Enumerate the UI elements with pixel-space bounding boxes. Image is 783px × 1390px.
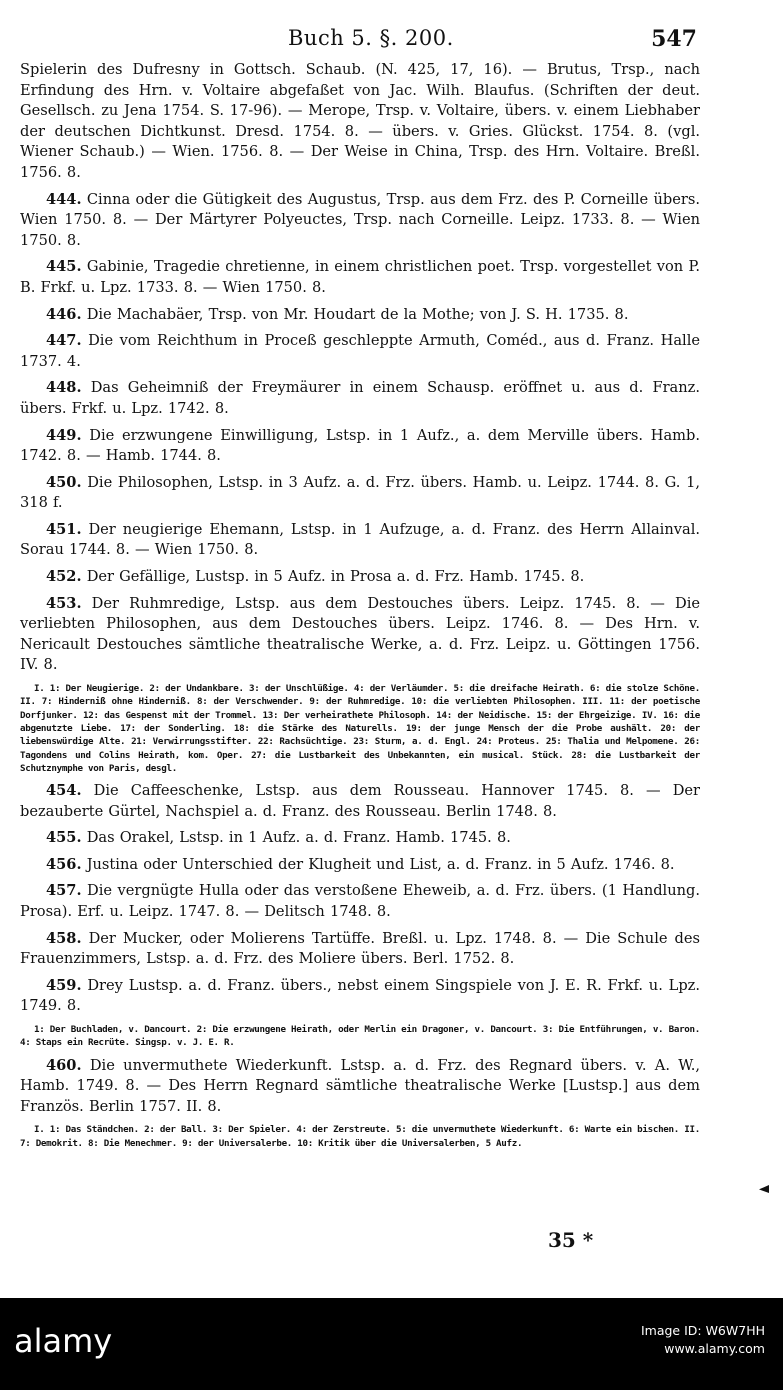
entry-text: Justina oder Unterschied der Klugheit und List, a. d. Franz. in 5 Aufz. 1746. 8.	[86, 855, 675, 873]
entry-text: Das Orakel, Lstsp. in 1 Aufz. a. d. Franz. Hamb. 1745. 8.	[86, 829, 511, 847]
entry-number: 448.	[46, 379, 82, 397]
entry-454	[20, 781, 700, 822]
entry-number: 459.	[46, 976, 82, 994]
entry-number: 447.	[46, 332, 82, 350]
footnote-459: 1: Der Buchladen, v. Dancourt. 2: Die erzwungene Heirath, oder Merlin ein Dragoner, v. Dancourt. 3: Die Entführungen, v. Baron. 4: Staps ein Recrüte. Singsp. v. J. E. R.	[20, 1024, 700, 1049]
footnote-453: I. 1: Der Neugierige. 2: der Undankbare. 3: der Unschlüßige. 4: der Verläumder. 5: die dreifache Heirath. 6: die stolze Schöne. II. 7: Hinderniß ohne Hinderniß. 8: der Verschwender. 9: der Ruhmredige. 10: die verliebten Philosophen. III. 11: der poetische Dorfjunker. 12: das Gespenst mit der Trommel. 13: Der verheirathete Philosoph. 14: der Neidische. 15: der Ehrgeizige. IV. 16: die abgenutzte Liebe. 17: der Sonderling. 18: die Stärke des Naturells. 19: der junge Mensch der die Probe aushält. 20: der liebenswürdige Alte. 21: Verwirrungsstifter. 22: Rachsüchtige. 23: Sturm, a. d. Engl. 24: Proteus. 25: Thalia und Melpomene. 26: Tagondens und Colins Heirath, kom. Oper. 27: die Lustbarkeit des Unbekannten, ein musical. Stück. 28: die Lustbarkeit der Schutznymphe von Paris, desgl.	[20, 683, 700, 774]
entry-text: Das Geheimniß der Freymäurer in einem Schausp. eröffnet u. aus d. Franz. übers. Frkf. u. Lpz. 1742. 8.	[20, 379, 700, 417]
entry-text: Die unvermuthete Wiederkunft. Lstsp. a. d. Frz. des Regnard übers. v. A. W., Hamb. 1749. 8. — Des Herrn Regnard sämtliche theatralische Werke [Lustsp.] aus dem Französ. Berlin 1757. II. 8.	[20, 1056, 701, 1115]
entry-459	[20, 976, 700, 1017]
entry-450	[20, 473, 700, 514]
entry-number: 460.	[46, 1056, 82, 1074]
entry-452	[20, 567, 700, 588]
entry-446	[20, 305, 700, 326]
entry-455	[20, 828, 700, 849]
entry-458	[20, 929, 700, 970]
entry-number: 451.	[46, 520, 82, 538]
alamy-logo: alamy	[14, 1322, 113, 1360]
entry-text: Die vom Reichthum in Proceß geschleppte Armuth, Coméd., aus d. Franz. Halle 1737. 4.	[20, 332, 700, 370]
margin-arrow-icon	[759, 1185, 769, 1193]
image-id-label: Image ID: W6W7HH	[640, 1323, 765, 1338]
entry-453	[20, 594, 700, 676]
watermark-footer	[0, 1298, 783, 1390]
entry-number: 449.	[46, 426, 82, 444]
entry-number: 457.	[46, 882, 82, 900]
running-head	[0, 26, 783, 56]
entry-text: Drey Lustsp. a. d. Franz. übers., nebst einem Singspiele von J. E. R. Frkf. u. Lpz. 1749. 8.	[20, 976, 700, 1015]
entry-continuation	[20, 60, 700, 184]
entry-number: 452.	[46, 568, 82, 586]
page-number: 547	[651, 26, 697, 52]
entry-text: Die Philosophen, Lstsp. in 3 Aufz. a. d. Frz. übers. Hamb. u. Leipz. 1744. 8. G. 1, 318 f.	[20, 473, 700, 512]
entry-text: Gabinie, Tragedie chretienne, in einem christlichen poet. Trsp. vorgestellet von P. B. Frkf. u. Lpz. 1733. 8. — Wien 1750. 8.	[20, 258, 701, 296]
entry-447	[20, 331, 700, 372]
entry-text: Cinna oder die Gütigkeit des Augustus, Trsp. aus dem Frz. des P. Corneille übers. Wien 1750. 8. — Der Märtyrer Polyeuctes, Trsp. nach Corneille. Leipz. 1733. 8. — Wien 1750. 8.	[20, 190, 700, 249]
site-url: www.alamy.com	[664, 1341, 765, 1356]
entry-text: Die Machabäer, Trsp. von Mr. Houdart de la Mothe; von J. S. H. 1735. 8.	[86, 305, 629, 323]
page-body	[20, 61, 701, 1156]
footnote-460: I. 1: Das Ständchen. 2: der Ball. 3: Der Spieler. 4: der Zerstreute. 5: die unvermuthete Wiederkunft. 6: Warte ein bischen. II. 7: Demokrit. 8: Die Menechmer. 9: der Universalerbe. 10: Kritik über die Universalerben, 5 Aufz.	[20, 1124, 700, 1149]
entry-460	[20, 1056, 700, 1118]
entry-number: 450.	[46, 473, 82, 491]
entry-number: 444.	[46, 190, 82, 208]
entry-text: Die vergnügte Hulla oder das verstoßene Eheweib, a. d. Frz. übers. (1 Handlung. Prosa). Erf. u. Leipz. 1747. 8. — Delitsch 1748. 8.	[20, 882, 700, 921]
signature-mark: 35 *	[548, 1228, 594, 1252]
entry-456	[20, 855, 700, 876]
entry-number: 456.	[46, 855, 82, 873]
entry-448	[20, 378, 700, 419]
entry-number: 445.	[46, 258, 82, 276]
entry-451	[20, 520, 700, 561]
entry-449	[20, 426, 700, 467]
entry-number: 453.	[46, 594, 82, 612]
entry-text: Die Caffeeschenke, Lstsp. aus dem Rousseau. Hannover 1745. 8. — Der bezauberte Gürtel, Nachspiel a. d. Franz. des Rousseau. Berlin 1748. 8.	[20, 782, 701, 820]
running-head-title: Buch 5. §. 200.	[288, 26, 454, 50]
entry-text: Der Ruhmredige, Lstsp. aus dem Destouches übers. Leipz. 1745. 8. — Die verliebten Philosophen, aus dem Destouches übers. Leipz. 1746. 8. — Des Hrn. v. Nericault Destouches sämtliche theatralische Werke, a. d. Frz. Leipz. u. Göttingen 1756. IV. 8.	[20, 594, 701, 674]
entry-text: Spielerin des Dufresny in Gottsch. Schaub. (N. 425, 17, 16). — Brutus, Trsp., nach Erfindung des Hrn. v. Voltaire abgefaßet von Jac. Wilh. Blaufus. (Schriften der deut. Gesellsch. zu Jena 1754. S. 17-96). — Merope, Trsp. v. Voltaire, übers. v. einem Liebhaber der deutschen Dichtkunst. Dresd. 1754. 8. — übers. v. Gries. Glückst. 1754. 8. (vgl. Wiener Schaub.) — Wien. 1756. 8. — Der Weise in China, Trsp. des Hrn. Voltaire. Breßl. 1756. 8.	[20, 61, 700, 181]
entry-text: Der Mucker, oder Molierens Tartüffe. Breßl. u. Lpz. 1748. 8. — Die Schule des Frauenzimmers, Lstsp. a. d. Frz. des Moliere übers. Berl. 1752. 8.	[20, 929, 700, 968]
entry-number: 454.	[46, 782, 82, 800]
entry-text: Der Gefällige, Lustsp. in 5 Aufz. in Prosa a. d. Frz. Hamb. 1745. 8.	[86, 568, 585, 586]
entry-number: 458.	[46, 929, 82, 947]
entry-text: Der neugierige Ehemann, Lstsp. in 1 Aufzuge, a. d. Franz. des Herrn Allainval. Sorau 1744. 8. — Wien 1750. 8.	[20, 520, 700, 559]
entry-number: 446.	[46, 305, 82, 323]
entry-number: 455.	[46, 829, 82, 847]
entry-444	[20, 190, 700, 252]
footer-info	[641, 1322, 765, 1358]
entry-457	[20, 881, 700, 922]
entry-445	[20, 257, 700, 298]
entry-text: Die erzwungene Einwilligung, Lstsp. in 1 Aufz., a. dem Merville übers. Hamb. 1742. 8. — Hamb. 1744. 8.	[20, 426, 701, 465]
